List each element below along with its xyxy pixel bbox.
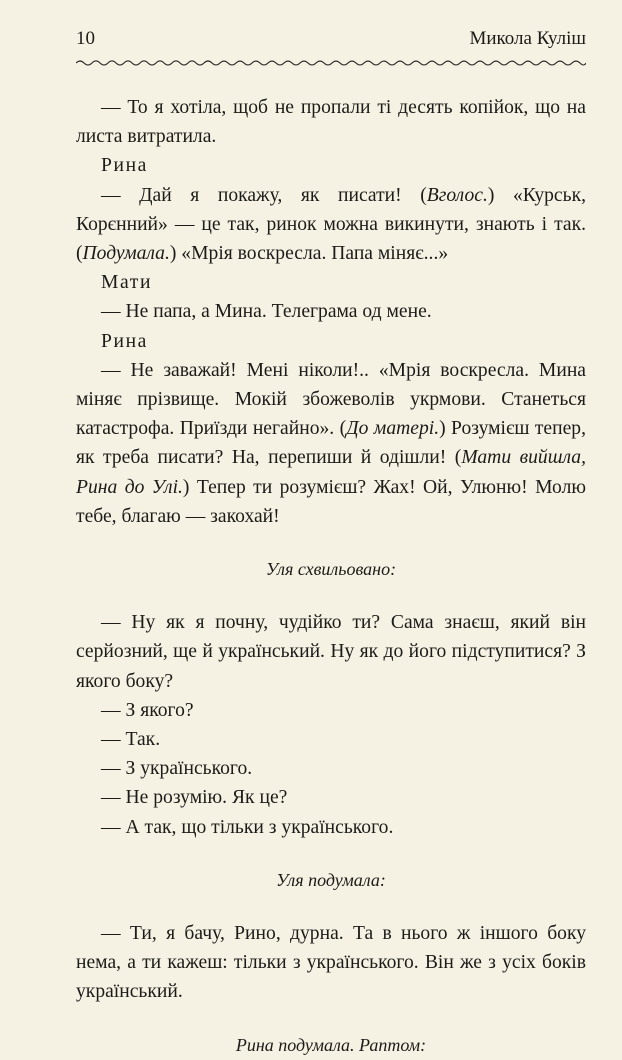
- paragraph: — А так, що тільки з українського.: [101, 816, 394, 838]
- paragraph: — Не папа, а Мина. Телеграма од мене.: [101, 301, 432, 323]
- speaker-name: Мати: [101, 272, 153, 294]
- paragraph: — То я хотіла, щоб не пропали ті десять копійок, що на листа витратила.: [76, 97, 586, 148]
- stage-direction: Уля схвильовано:: [265, 559, 397, 580]
- paragraph: — Не розумію. Як це?: [101, 787, 288, 809]
- stage-direction: Рина подумала. Раптом:: [235, 1034, 427, 1055]
- paragraph: — Дай я покажу, як писати! (Вголос.) «Курськ, Корєнний» — це так, ринок можна викинути, знають і так. (Подумала.) «Мрія воскресла. Папа міняє...»: [76, 184, 586, 265]
- paragraph: — Не заважай! Мені ніколи!.. «Мрія воскресла. Мина міняє прізвище. Мокій збожеволів укрмови. Станеться катастрофа. Приїзди негайно». (До матері.) Розумієш тепер, як треба писати? На, перепиши й одішли! (Мати вийшла, Рина до Улі.) Тепер ти розумієш? Жах! Ой, Улюню! Молю тебе, благаю — закохай!: [76, 359, 586, 527]
- page-header: [76, 22, 586, 56]
- stage-direction: Уля подумала:: [276, 869, 386, 890]
- paragraph: — Ти, я бачу, Рино, дурна. Та в нього ж іншого боку нема, а ти кажеш: тільки з українського. Він же з усіх боків український.: [76, 923, 586, 1003]
- paragraph: — Так.: [101, 729, 161, 751]
- running-title: Микола Куліш: [469, 28, 586, 49]
- paragraph: — З якого?: [101, 699, 194, 721]
- page-body: [76, 93, 586, 1060]
- wavy-divider: [76, 58, 586, 68]
- speaker-name: Рина: [101, 330, 148, 352]
- page-number: 10: [76, 28, 95, 49]
- paragraph: — Ну як я почну, чудійко ти? Сама знаєш, який він серйозний, ще й український. Ну як до його підступитися? З якого боку?: [76, 612, 586, 692]
- speaker-name: Рина: [101, 155, 148, 177]
- paragraph: — З українського.: [101, 758, 253, 780]
